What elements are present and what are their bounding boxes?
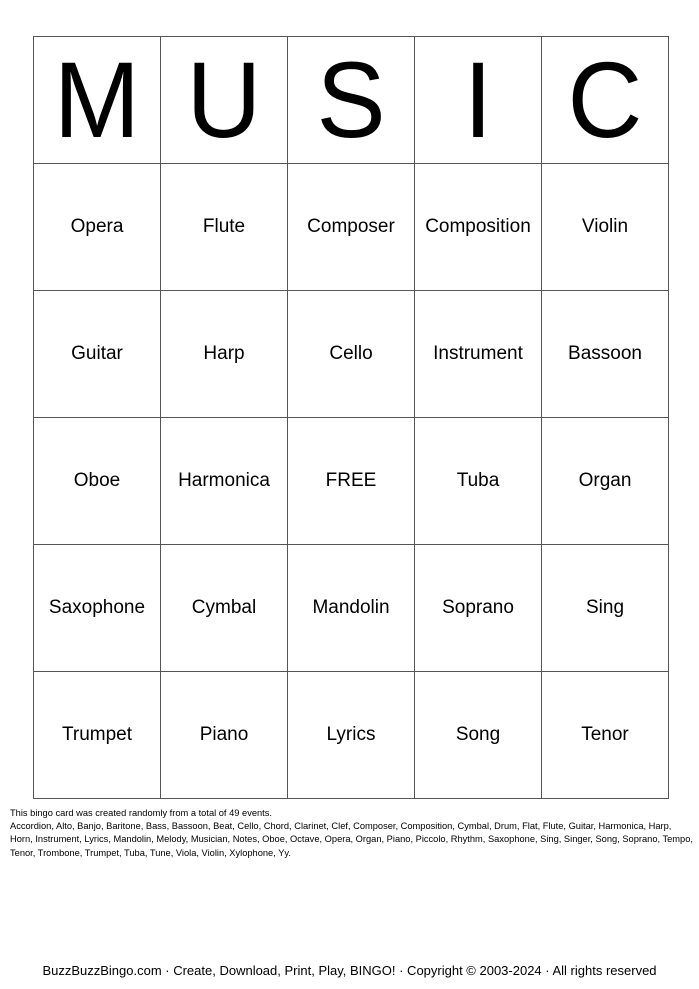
card-cell: Tuba	[415, 418, 542, 545]
card-cell: Saxophone	[34, 545, 161, 672]
header-letter-text: C	[567, 39, 643, 160]
card-cell: Oboe	[34, 418, 161, 545]
card-cell: Mandolin	[288, 545, 415, 672]
notes-intro: This bingo card was created randomly from a total of 49 events.	[10, 808, 272, 818]
card-cell: Opera	[34, 164, 161, 291]
card-cell: Cymbal	[161, 545, 288, 672]
card-cell: Song	[415, 672, 542, 799]
card-cell: Harmonica	[161, 418, 288, 545]
card-cell: Cello	[288, 291, 415, 418]
card-cell: Composition	[415, 164, 542, 291]
card-row	[34, 291, 669, 418]
card-cell: Bassoon	[542, 291, 669, 418]
page-footer: BuzzBuzzBingo.com · Create, Download, Print, Play, BINGO! · Copyright © 2003-2024 · All rights reserved	[42, 963, 657, 978]
bingo-card	[33, 36, 669, 799]
card-row	[34, 545, 669, 672]
header-letter-text: M	[53, 39, 141, 160]
header-letter-text: U	[186, 39, 262, 160]
card-cell: Flute	[161, 164, 288, 291]
header-letter-m	[34, 37, 161, 164]
notes-event-list: Accordion, Alto, Banjo, Baritone, Bass, Bassoon, Beat, Cello, Chord, Clarinet, Clef, Composer, Composition, Cymbal, Drum, Flat, Flute, Guitar, Harmonica, Harp, Horn, Instrument, Lyrics, Mandolin, Melody, Musician, Notes, Oboe, Octave, Opera, Organ, Piano, Piccolo, Rhythm, Saxophone, Sing, Singer, Song, Soprano, Tempo, Tenor, Trombone, Trumpet, Tuba, Tune, Viola, Violin, Xylophone, Yy.	[10, 821, 693, 858]
card-cell: Violin	[542, 164, 669, 291]
header-letter-c	[542, 37, 669, 164]
card-cell: Composer	[288, 164, 415, 291]
card-cell: Piano	[161, 672, 288, 799]
header-letter-i	[415, 37, 542, 164]
header-letter-text: S	[316, 39, 386, 160]
card-row	[34, 672, 669, 799]
card-cell: Trumpet	[34, 672, 161, 799]
header-letter-text: I	[463, 39, 493, 160]
card-notes	[10, 807, 695, 860]
card-cell: Lyrics	[288, 672, 415, 799]
card-cell: Soprano	[415, 545, 542, 672]
free-space-cell: FREE	[288, 418, 415, 545]
header-letter-s	[288, 37, 415, 164]
card-cell: Guitar	[34, 291, 161, 418]
card-cell: Sing	[542, 545, 669, 672]
card-row	[34, 164, 669, 291]
card-cell: Organ	[542, 418, 669, 545]
header-letter-u	[161, 37, 288, 164]
card-cell: Instrument	[415, 291, 542, 418]
card-cell: Tenor	[542, 672, 669, 799]
card-cell: Harp	[161, 291, 288, 418]
header-row	[34, 37, 669, 164]
card-row	[34, 418, 669, 545]
